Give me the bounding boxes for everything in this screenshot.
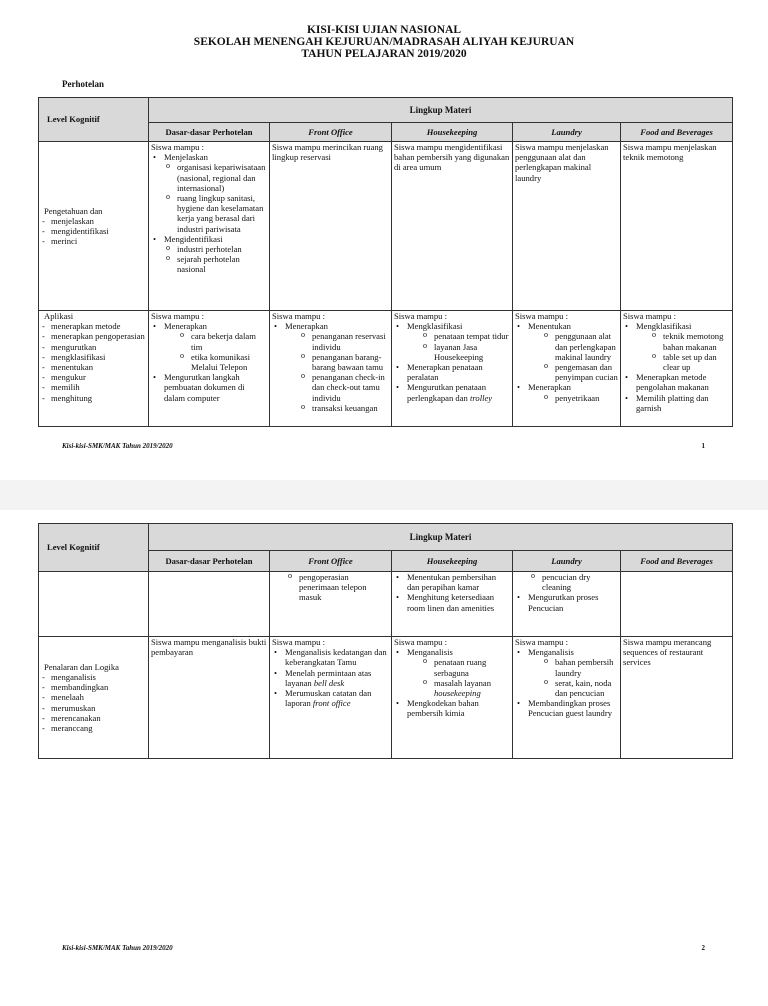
bullet-item: • Menerapkan o cara bekerja dalam tim o etika komunikasi Melalui Telepon: [151, 321, 267, 372]
level-item: - merumuskan: [41, 703, 146, 713]
header-dasar-perhotelan: Dasar-dasar Perhotelan: [149, 551, 270, 572]
header-line-1: KISI-KISI UJIAN NASIONAL: [306, 24, 461, 36]
header-front-office: Front Office: [270, 551, 392, 572]
sub-item: o table set up dan clear up: [650, 352, 730, 372]
sub-item: o industri perhotelan: [164, 244, 267, 254]
bullet-item: • Menganalisis o penataan ruang serbaguna o masalah layanan housekeeping: [394, 647, 510, 698]
level-item: - mengklasifikasi: [41, 352, 146, 362]
page-number: 1: [701, 442, 705, 450]
sub-item: o serat, kain, noda dan pencucian: [542, 678, 618, 698]
header-dasar-perhotelan: Dasar-dasar Perhotelan: [149, 123, 270, 142]
level-cell-aplikasi: [39, 311, 149, 427]
bullet-item: • Menerapkan o penyetrikaan: [515, 382, 618, 402]
cell-intro: Siswa mampu :: [151, 311, 204, 321]
cell-front-office-continued: [270, 572, 392, 637]
header-line-2: SEKOLAH MENENGAH KEJURUAN/MADRASAH ALIYAH KEJURUAN: [193, 36, 575, 48]
cell-dasar-aplikasi: [149, 311, 270, 427]
bullet-item: • Mengidentifikasi o industri perhotelan o sejarah perhotelan nasional: [151, 234, 267, 275]
level-title: Pengetahuan dan: [44, 205, 103, 216]
sub-item: o teknik memotong bahan makanan: [650, 331, 730, 351]
cell-intro: Siswa mampu :: [272, 311, 325, 321]
cell-housekeeping-penalaran: [392, 637, 513, 759]
bullet-item: • Mengkodekan bahan pembersih kimia: [394, 698, 510, 718]
header-line-3: TAHUN PELAJARAN 2019/2020: [301, 48, 467, 60]
sub-item: o penyetrikaan: [542, 393, 618, 403]
level-item: - menganalisis: [41, 672, 146, 682]
level-item: - membandingkan: [41, 682, 146, 692]
bullet-item: • Mengurutkan proses Pencucian: [515, 592, 618, 612]
cell-front-office-aplikasi: [270, 311, 392, 427]
header-laundry: Laundry: [513, 551, 621, 572]
sub-item: o penggunaan alat dan perlengkapan makinal laundry: [542, 331, 618, 362]
subject-title: Perhotelan: [62, 79, 104, 89]
level-title: Penalaran dan Logika: [44, 661, 119, 672]
bullet-item: • Mengklasifikasi o penataan tempat tidur o layanan Jasa Housekeeping: [394, 321, 510, 362]
header-level-kognitif: Level Kognitif: [39, 98, 149, 142]
bullet-item: • Memilih platting dan garnish: [623, 393, 730, 413]
page-footer: Kisi-kisi-SMK/MAK Tahun 2019/2020: [62, 442, 173, 450]
level-item: - meranccang: [41, 723, 146, 733]
header-level-kognitif: Level Kognitif: [39, 524, 149, 572]
level-cell-pengetahuan: [39, 142, 149, 311]
bullet-item: • Menerapkan penataan peralatan: [394, 362, 510, 382]
bullet-item: • Menerapkan o penanganan reservasi individu o penanganan barang-barang bawaan tamu o penanganan check-in dan check-out tamu individu o transaksi keuangan: [272, 321, 389, 413]
cell-laundry-aplikasi: [513, 311, 621, 427]
sub-item: o bahan pembersih laundry: [542, 657, 618, 677]
sub-item: o pencucian dry cleaning: [529, 572, 618, 592]
sub-item: o cara bekerja dalam tim: [178, 331, 267, 351]
bullet-item: • Menjelaskan o organisasi kepariwisataan (nasional, regional dan internasional) o ruang lingkup sanitasi, hygiene dan keselamatan kerja yang berasal dari industri pariwisata: [151, 152, 267, 234]
sub-item: o masalah layanan housekeeping: [421, 678, 510, 698]
level-item: - menerapkan metode: [41, 321, 146, 331]
page-2: [0, 510, 768, 1006]
header-housekeeping: Housekeeping: [392, 123, 513, 142]
level-item: - memilih: [41, 382, 146, 392]
header-food-beverages: Food and Beverages: [621, 551, 733, 572]
level-item: - merinci: [41, 236, 146, 246]
cell-front-office-pengetahuan: Siswa mampu merincikan ruang lingkup reservasi: [270, 142, 392, 311]
sub-item: o penanganan reservasi individu: [299, 331, 389, 351]
header-housekeeping: Housekeeping: [392, 551, 513, 572]
cell-fnb-pengetahuan: Siswa mampu menjelaskan teknik memotong: [621, 142, 733, 311]
cell-laundry-pengetahuan: Siswa mampu menjelaskan penggunaan alat dan perlengkapan makinal laundry: [513, 142, 621, 311]
cell-housekeeping-aplikasi: [392, 311, 513, 427]
cell-intro: Siswa mampu :: [272, 637, 325, 647]
level-item: - mengidentifikasi: [41, 226, 146, 236]
bullet-item: • Mengklasifikasi o teknik memotong bahan makanan o table set up dan clear up: [623, 321, 730, 372]
bullet-item: • Menerapkan metode pengolahan makanan: [623, 372, 730, 392]
bullet-item: • Menganalisis o bahan pembersih laundry o serat, kain, noda dan pencucian: [515, 647, 618, 698]
cell-fnb-continued: [621, 572, 733, 637]
cell-housekeeping-continued: [392, 572, 513, 637]
bullet-item: • Membandingkan proses Pencucian guest laundry: [515, 698, 618, 718]
cell-fnb-penalaran: Siswa mampu merancang sequences of restaurant services: [621, 637, 733, 759]
cell-housekeeping-pengetahuan: Siswa mampu mengidentifikasi bahan pembersih yang digunakan di area umum: [392, 142, 513, 311]
level-title: Aplikasi: [44, 311, 74, 321]
page-footer: Kisi-kisi-SMK/MAK Tahun 2019/2020: [62, 944, 173, 952]
sub-item: o penataan tempat tidur: [421, 331, 510, 341]
cell-intro: Siswa mampu :: [515, 311, 568, 321]
header-front-office: Front Office: [270, 123, 392, 142]
cell-dasar-continued: [149, 572, 270, 637]
level-item: - menentukan: [41, 362, 146, 372]
kisi-kisi-table-page-1: [38, 97, 733, 427]
document-header: [0, 24, 768, 60]
sub-item: o penanganan check-in dan check-out tamu individu: [299, 372, 389, 403]
page-number: 2: [701, 944, 705, 952]
cell-fnb-aplikasi: [621, 311, 733, 427]
header-laundry: Laundry: [513, 123, 621, 142]
level-item: - menerapkan pengoperasian: [41, 331, 146, 341]
cell-dasar-penalaran: Siswa mampu menganalisis bukti pembayaran: [149, 637, 270, 759]
level-cell-penalaran: [39, 637, 149, 759]
sub-item: o ruang lingkup sanitasi, hygiene dan keselamatan kerja yang berasal dari industri pariwisata: [164, 193, 267, 234]
sub-item: o penataan ruang serbaguna: [421, 657, 510, 677]
level-cell-continued: [39, 572, 149, 637]
page-gap: [0, 480, 768, 510]
cell-intro: Siswa mampu :: [623, 311, 676, 321]
sub-item: o pengemasan dan penyimpan cucian: [542, 362, 618, 382]
sub-item: o etika komunikasi Melalui Telepon: [178, 352, 267, 372]
bullet-item: • Merumuskan catatan dan laporan front office: [272, 688, 389, 708]
bullet-item: • Menelah permintaan atas layanan bell desk: [272, 668, 389, 688]
bullet-item: • Menentukan o penggunaan alat dan perlengkapan makinal laundry o pengemasan dan penyimpan cucian: [515, 321, 618, 382]
cell-laundry-penalaran: [513, 637, 621, 759]
cell-front-office-penalaran: [270, 637, 392, 759]
level-item: - merencanakan: [41, 713, 146, 723]
header-lingkup-materi: Lingkup Materi: [149, 98, 733, 123]
sub-item: o organisasi kepariwisataan (nasional, regional dan internasional): [164, 162, 267, 193]
cell-intro: Siswa mampu :: [515, 637, 568, 647]
bullet-item: • Mengurutkan langkah pembuatan dokumen di dalam computer: [151, 372, 267, 403]
header-lingkup-materi: Lingkup Materi: [149, 524, 733, 551]
sub-item: o penanganan barang-barang bawaan tamu: [299, 352, 389, 372]
level-item: - mengurutkan: [41, 342, 146, 352]
sub-item: o pengoperasian penerimaan telepon masuk: [286, 572, 389, 603]
sub-item: o sejarah perhotelan nasional: [164, 254, 267, 274]
page-1: [0, 0, 768, 480]
bullet-item: • Menghitung ketersediaan room linen dan amenities: [394, 592, 510, 612]
sub-item: o transaksi keuangan: [299, 403, 389, 413]
cell-intro: Siswa mampu :: [151, 142, 204, 152]
sub-item: o layanan Jasa Housekeeping: [421, 342, 510, 362]
level-item: - menjelaskan: [41, 216, 146, 226]
bullet-item: • Mengurutkan penataan perlengkapan dan trolley: [394, 382, 510, 402]
cell-dasar-pengetahuan: [149, 142, 270, 311]
bullet-item: • Menentukan pembersihan dan perapihan kamar: [394, 572, 510, 592]
level-item: - menelaah: [41, 692, 146, 702]
header-food-beverages: Food and Beverages: [621, 123, 733, 142]
cell-laundry-continued: [513, 572, 621, 637]
bullet-item: • Menganalisis kedatangan dan keberangkatan Tamu: [272, 647, 389, 667]
level-item: - mengukur: [41, 372, 146, 382]
cell-intro: Siswa mampu :: [394, 637, 447, 647]
kisi-kisi-table-page-2: [38, 523, 733, 759]
cell-intro: Siswa mampu :: [394, 311, 447, 321]
level-item: - menghitung: [41, 393, 146, 403]
